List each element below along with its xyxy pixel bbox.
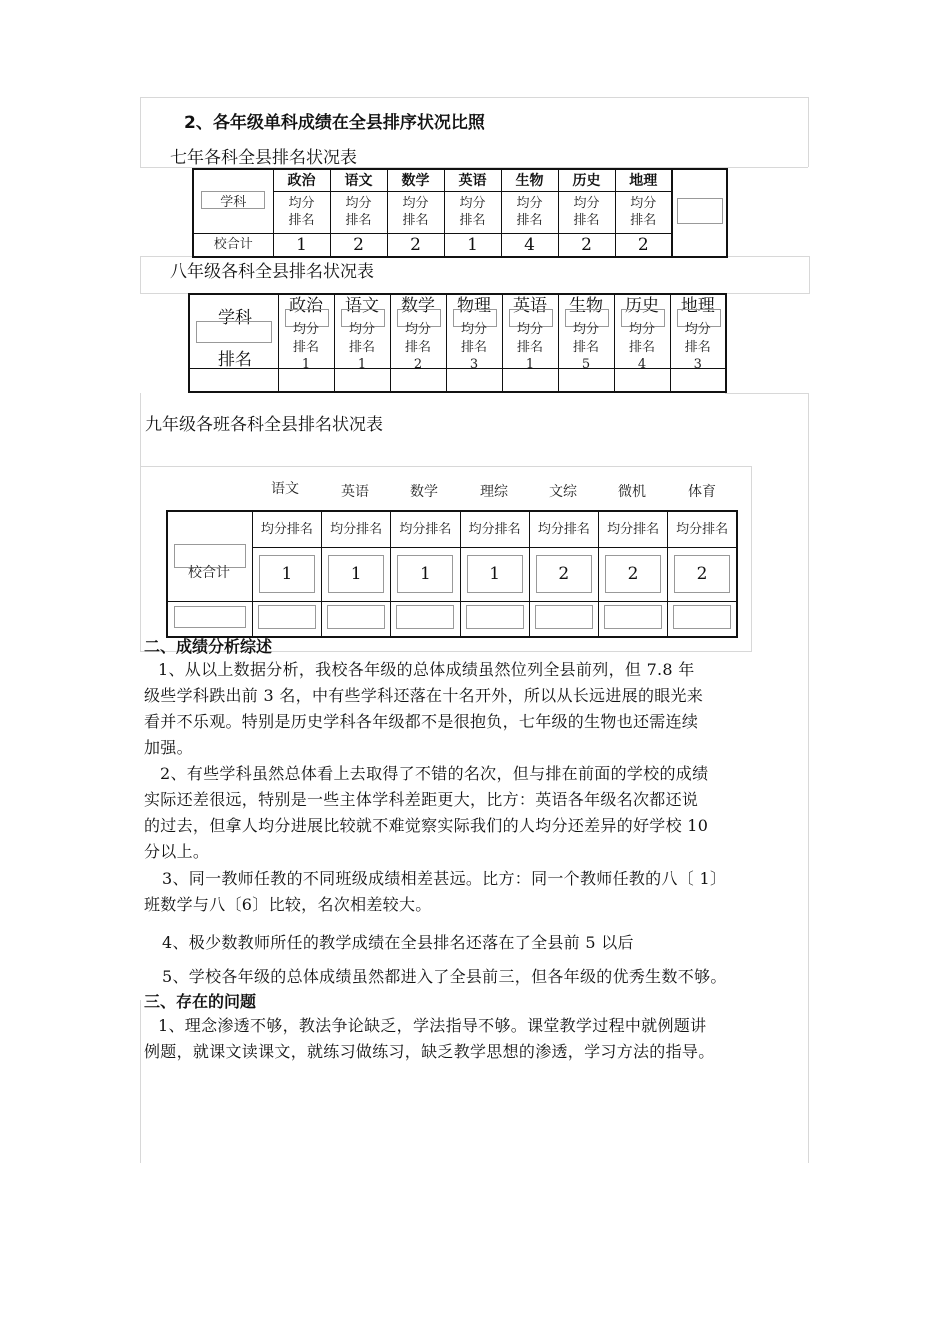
g8-subject-cell bbox=[446, 294, 502, 368]
g8-rank: 4 bbox=[637, 357, 647, 368]
section-2-paragraph-1: 1、从以上数据分析，我校各年级的总体成绩虽然位列全县前列，但 7.8 年 级些学科跌出前 3 名，中有些学科还落在十名开外，所以从长远进展的眼光来 看并不乐观。特别是历史学科各年级都不是很抱负，七年级的生物也还需连续 加强。 bbox=[144, 660, 704, 757]
g8-rank: 3 bbox=[693, 357, 702, 368]
frame-line bbox=[140, 97, 808, 98]
g8-sub-label: 均分 bbox=[292, 322, 319, 337]
section-2-paragraph-2: 2、有些学科虽然总体看上去取得了不错的名次，但与排在前面的学校的成绩 实际还差很远，特别是一些主体学科差距更大，比方：英语各年级名次都还说 的过去，但拿人均分进展比较就不难觉察实际我们的人均分还差异的好学校 10 分以上。 bbox=[144, 764, 709, 861]
g8-sub-label2: 排名 bbox=[684, 340, 711, 355]
g8-sub-label2: 排名 bbox=[292, 340, 319, 355]
g9-rank: 1 bbox=[391, 547, 460, 601]
g8-rank-label: 排名 bbox=[218, 350, 252, 368]
g8-sub-label: 均分 bbox=[684, 322, 711, 337]
g8-subject-cell bbox=[558, 294, 614, 368]
g8-sub-label2: 排名 bbox=[572, 340, 599, 355]
g7-sub-label: 均分排名 bbox=[387, 191, 444, 233]
g9-rank: 1 bbox=[322, 547, 391, 601]
g7-subject: 生物 bbox=[501, 169, 558, 191]
frame-line bbox=[808, 97, 809, 167]
g8-sub-label2: 排名 bbox=[628, 340, 655, 355]
g8-sub-label: 均分 bbox=[460, 322, 487, 337]
g7-caption: 七年各科全县排名状况表 bbox=[170, 148, 357, 168]
g8-empty-cell bbox=[390, 368, 446, 392]
g9-empty-cell bbox=[252, 601, 321, 637]
g9-rank: 2 bbox=[529, 547, 598, 601]
g7-rank: 2 bbox=[387, 233, 444, 257]
g7-rank: 1 bbox=[444, 233, 501, 257]
g8-sub-label: 均分 bbox=[404, 322, 431, 337]
g9-subject: 体育 bbox=[688, 484, 716, 500]
g8-subject-cell bbox=[334, 294, 390, 368]
g9-rank: 2 bbox=[598, 547, 667, 601]
section-3-paragraph-1: 1、理念渗透不够，教法争论缺乏，学法指导不够。课堂教学过程中就例题讲 例题，就课文读课文，就练习做练习，缺乏教学思想的渗透，学习方法的指导。 bbox=[144, 1016, 715, 1061]
g8-sub-label: 均分 bbox=[628, 322, 655, 337]
g7-rank: 1 bbox=[273, 233, 330, 257]
g9-empty-cell bbox=[668, 601, 737, 637]
section-2-paragraph-3: 3、同一教师任教的不同班级成绩相差甚远。比方：同一个教师任教的八〔 1〕 班数学与八〔6〕比较，名次相差较大。 bbox=[144, 869, 727, 914]
g8-empty-cell bbox=[670, 368, 726, 392]
g9-empty-cell bbox=[167, 601, 252, 637]
g8-subject: 生物 bbox=[569, 296, 603, 316]
g9-caption: 九年级各班各科全县排名状况表 bbox=[145, 415, 383, 435]
g9-rank: 1 bbox=[460, 547, 529, 601]
g7-sub-label: 均分排名 bbox=[330, 191, 387, 233]
g7-table bbox=[192, 168, 728, 258]
g9-sub-label: 均分排名 bbox=[391, 511, 460, 547]
g8-subject: 历史 bbox=[625, 296, 659, 316]
g8-sub-label2: 排名 bbox=[348, 340, 375, 355]
g7-sub-label: 均分排名 bbox=[615, 191, 672, 233]
g7-subject: 语文 bbox=[330, 169, 387, 191]
g7-sub-label: 均分排名 bbox=[558, 191, 615, 233]
g9-empty-cell bbox=[529, 601, 598, 637]
g9-rank: 2 bbox=[668, 547, 737, 601]
g9-sub-label: 均分排名 bbox=[598, 511, 667, 547]
section-heading: 2、各年级单科成绩在全县排序状况比照 bbox=[184, 113, 485, 133]
g8-empty-cell bbox=[446, 368, 502, 392]
g9-subject: 英语 bbox=[341, 484, 369, 500]
g9-empty-cell bbox=[322, 601, 391, 637]
g9-sub-label: 均分排名 bbox=[322, 511, 391, 547]
g9-sub-label: 均分排名 bbox=[252, 511, 321, 547]
g7-subject: 历史 bbox=[558, 169, 615, 191]
g8-subject: 物理 bbox=[457, 296, 491, 316]
g8-rank: 1 bbox=[525, 357, 535, 368]
g7-subject-label: 学科 bbox=[220, 195, 247, 211]
section-2-paragraph-4: 4、极少数教师所任的教学成绩在全县排名还落在了全县前 5 以后 bbox=[162, 933, 634, 952]
g9-subject: 微机 bbox=[618, 484, 646, 500]
g9-row-label: 校合计 bbox=[188, 565, 230, 581]
g8-empty-cell bbox=[502, 368, 558, 392]
g8-rank: 5 bbox=[581, 357, 591, 368]
g9-sub-label: 均分排名 bbox=[460, 511, 529, 547]
g7-subject: 英语 bbox=[444, 169, 501, 191]
g8-subject-cell bbox=[390, 294, 446, 368]
frame-line bbox=[140, 1000, 141, 1163]
g8-sub-label2: 排名 bbox=[516, 340, 543, 355]
g8-sub-label2: 排名 bbox=[404, 340, 431, 355]
g9-row-label-cell bbox=[167, 511, 252, 601]
g9-empty-cell bbox=[598, 601, 667, 637]
g7-rank: 2 bbox=[558, 233, 615, 257]
g8-sub-label: 均分 bbox=[572, 322, 599, 337]
g9-subject: 语文 bbox=[271, 481, 299, 497]
g8-rank: 1 bbox=[357, 357, 367, 368]
g8-table bbox=[188, 293, 727, 393]
g7-rank: 2 bbox=[615, 233, 672, 257]
g9-empty-cell bbox=[391, 601, 460, 637]
g8-subject-cell bbox=[278, 294, 334, 368]
g8-subject: 政治 bbox=[289, 296, 323, 316]
g8-label-cell bbox=[189, 294, 278, 368]
g7-rank: 2 bbox=[330, 233, 387, 257]
g9-subject: 文综 bbox=[549, 484, 577, 500]
g8-empty-cell bbox=[189, 368, 278, 392]
g9-subject: 理综 bbox=[480, 484, 508, 500]
g8-sub-label: 均分 bbox=[516, 322, 543, 337]
g8-empty-cell bbox=[614, 368, 670, 392]
section-3-title: 三、存在的问题 bbox=[144, 992, 257, 1011]
g7-subject: 数学 bbox=[387, 169, 444, 191]
frame-line bbox=[140, 393, 141, 468]
g7-rank: 4 bbox=[501, 233, 558, 257]
g8-rank: 2 bbox=[413, 357, 423, 368]
g8-subject: 英语 bbox=[513, 296, 547, 316]
frame-line bbox=[725, 393, 808, 394]
frame-line bbox=[140, 97, 141, 167]
g9-subject: 数学 bbox=[410, 484, 438, 500]
g8-sub-label2: 排名 bbox=[460, 340, 487, 355]
g8-empty-cell bbox=[334, 368, 390, 392]
g9-rank: 1 bbox=[252, 547, 321, 601]
g8-subject: 地理 bbox=[680, 296, 715, 316]
g9-empty-cell bbox=[460, 601, 529, 637]
section-2-title: 二、成绩分析综述 bbox=[144, 637, 273, 656]
g8-subject: 数学 bbox=[401, 296, 435, 316]
g8-subject-cell bbox=[502, 294, 558, 368]
g7-sub-label: 均分排名 bbox=[444, 191, 501, 233]
g9-table bbox=[166, 510, 738, 638]
g9-sub-label: 均分排名 bbox=[529, 511, 598, 547]
g8-subject-label: 学科 bbox=[218, 308, 252, 328]
g7-subject: 地理 bbox=[615, 169, 672, 191]
frame-line bbox=[808, 393, 809, 1163]
g7-subject: 政治 bbox=[273, 169, 330, 191]
g8-rank: 1 bbox=[301, 357, 311, 368]
g8-subject-cell bbox=[614, 294, 670, 368]
g8-subject-cell bbox=[670, 294, 726, 368]
g8-empty-cell bbox=[278, 368, 334, 392]
g9-sub-label: 均分排名 bbox=[668, 511, 737, 547]
g7-sub-label: 均分排名 bbox=[501, 191, 558, 233]
section-2-paragraph-5: 5、学校各年级的总体成绩虽然都进入了全县前三，但各年级的优秀生数不够。 bbox=[162, 967, 727, 986]
g8-caption: 八年级各科全县排名状况表 bbox=[170, 262, 374, 282]
g8-subject: 语文 bbox=[345, 296, 379, 316]
g8-sub-label: 均分 bbox=[348, 322, 375, 337]
g7-sub-label: 均分排名 bbox=[273, 191, 330, 233]
g8-rank: 3 bbox=[469, 357, 479, 368]
g7-blank-cell bbox=[672, 169, 727, 257]
g7-row-label: 校合计 bbox=[193, 233, 273, 257]
g8-empty-cell bbox=[558, 368, 614, 392]
g7-subject-label-cell bbox=[193, 169, 273, 233]
